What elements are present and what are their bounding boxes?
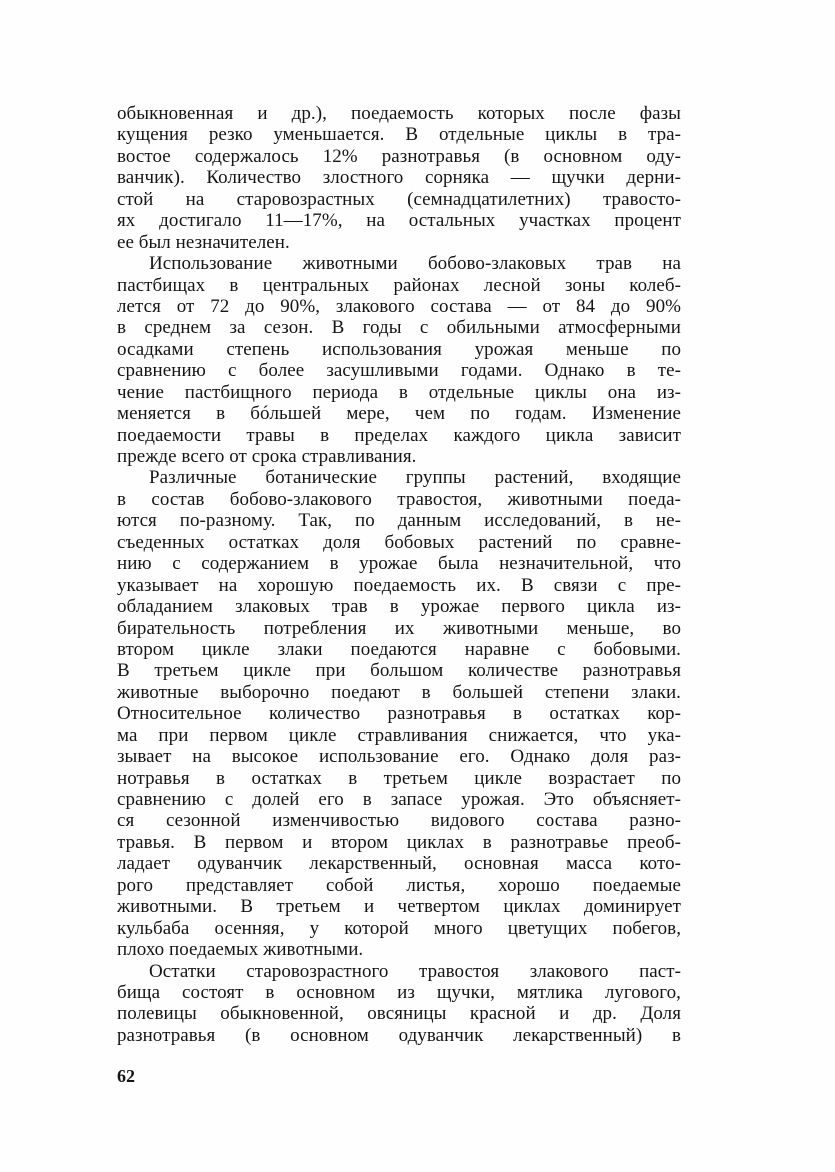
text-line: съеденных остатках доля бобовых растений по сравне- bbox=[117, 531, 681, 553]
text-line: ях достигало 11—17%, на остальных участках процент bbox=[117, 210, 681, 232]
paragraph-3 bbox=[117, 467, 681, 960]
text-line: обыкновенная и др.), поедаемость которых после фазы bbox=[117, 103, 681, 124]
text-line: втором цикле злаки поедаются наравне с бобовыми. bbox=[117, 638, 681, 660]
text-line: разнотравья (в основном одуванчик лекарственный) в bbox=[117, 1024, 681, 1046]
body-text bbox=[117, 103, 681, 1046]
text-line: поедаемости травы в пределах каждого цикла зависит bbox=[117, 424, 681, 446]
text-line: лется от 72 до 90%, злакового состава — от 84 до 90% bbox=[117, 295, 681, 317]
text-line: чение пастбищного периода в отдельные циклы она из- bbox=[117, 381, 681, 403]
page-number: 62 bbox=[117, 1066, 135, 1086]
text-line: стой на старовозрастных (семнадцатилетних) травосто- bbox=[117, 188, 681, 210]
text-line: осадками степень использования урожая меньше по bbox=[117, 338, 681, 360]
text-line: Относительное количество разнотравья в остатках кор- bbox=[117, 703, 681, 725]
text-line: Использование животными бобово-злаковых трав на bbox=[149, 253, 681, 275]
text-line: рого представляет собой листья, хорошо поедаемые bbox=[117, 874, 681, 896]
text-line: Различные ботанические группы растений, входящие bbox=[149, 467, 681, 489]
text-line: плохо поедаемых животными. bbox=[117, 939, 364, 961]
text-line: бирательность потребления их животными меньше, во bbox=[117, 617, 681, 639]
text-line: ся сезонной изменчивостью видового состава разно- bbox=[117, 810, 681, 832]
text-line: ладает одуванчик лекарственный, основная масса кото- bbox=[117, 853, 681, 875]
text-line: животными. В третьем и четвертом циклах доминирует bbox=[117, 896, 681, 918]
text-line: травья. В первом и втором циклах в разнотравье преоб- bbox=[117, 831, 681, 853]
text-line: сравнению с более засушливыми годами. Однако в те- bbox=[117, 360, 681, 382]
text-line: кущения резко уменьшается. В отдельные циклы в тра- bbox=[117, 124, 681, 146]
text-line: указывает на хорошую поедаемость их. В связи с пре- bbox=[117, 574, 681, 596]
text-line: прежде всего от срока стравливания. bbox=[117, 446, 417, 467]
text-line: пастбищах в центральных районах лесной зоны колеб- bbox=[117, 274, 681, 296]
text-line: сравнению с долей его в запасе урожая. Это объясняет- bbox=[117, 789, 681, 810]
text-line: востое содержалось 12% разнотравья (в основном оду- bbox=[117, 145, 681, 167]
paragraph-4 bbox=[117, 961, 681, 1047]
text-line: ее был незначителен. bbox=[117, 231, 290, 253]
text-line: животные выборочно поедают в большей степени злаки. bbox=[117, 681, 681, 703]
text-line: В третьем цикле при большом количестве разнотравья bbox=[117, 660, 681, 682]
text-line: полевицы обыкновенной, овсяницы красной и др. Доля bbox=[117, 1003, 681, 1025]
paragraph-1 bbox=[117, 103, 681, 253]
text-line: зывает на высокое использование его. Однако доля раз- bbox=[117, 746, 681, 768]
text-line: бища состоят в основном из щучки, мятлика лугового, bbox=[117, 981, 681, 1003]
text-line: меняется в бóльшей мере, чем по годам. Изменение bbox=[117, 403, 681, 425]
text-line: кульбаба осенняя, у которой много цветущих побегов, bbox=[117, 917, 681, 939]
text-line: ются по-разному. Так, по данным исследований, в не- bbox=[117, 510, 681, 532]
text-line: Остатки старовозрастного травостоя злакового паст- bbox=[149, 960, 681, 982]
text-line: в состав бобово-злакового травостоя, животными поеда- bbox=[117, 488, 681, 510]
text-line: обладанием злаковых трав в урожае первого цикла из- bbox=[117, 596, 681, 618]
text-line: нотравья в остатках в третьем цикле возрастает по bbox=[117, 767, 681, 789]
text-line: нию с содержанием в урожае была незначительной, что bbox=[117, 553, 681, 575]
text-line: ма при первом цикле стравливания снижается, что ука- bbox=[117, 724, 681, 746]
text-line: в среднем за сезон. В годы с обильными атмосферными bbox=[117, 317, 681, 339]
paragraph-2 bbox=[117, 253, 681, 467]
text-line: ванчик). Количество злостного сорняка — щучки дерни- bbox=[117, 167, 681, 189]
